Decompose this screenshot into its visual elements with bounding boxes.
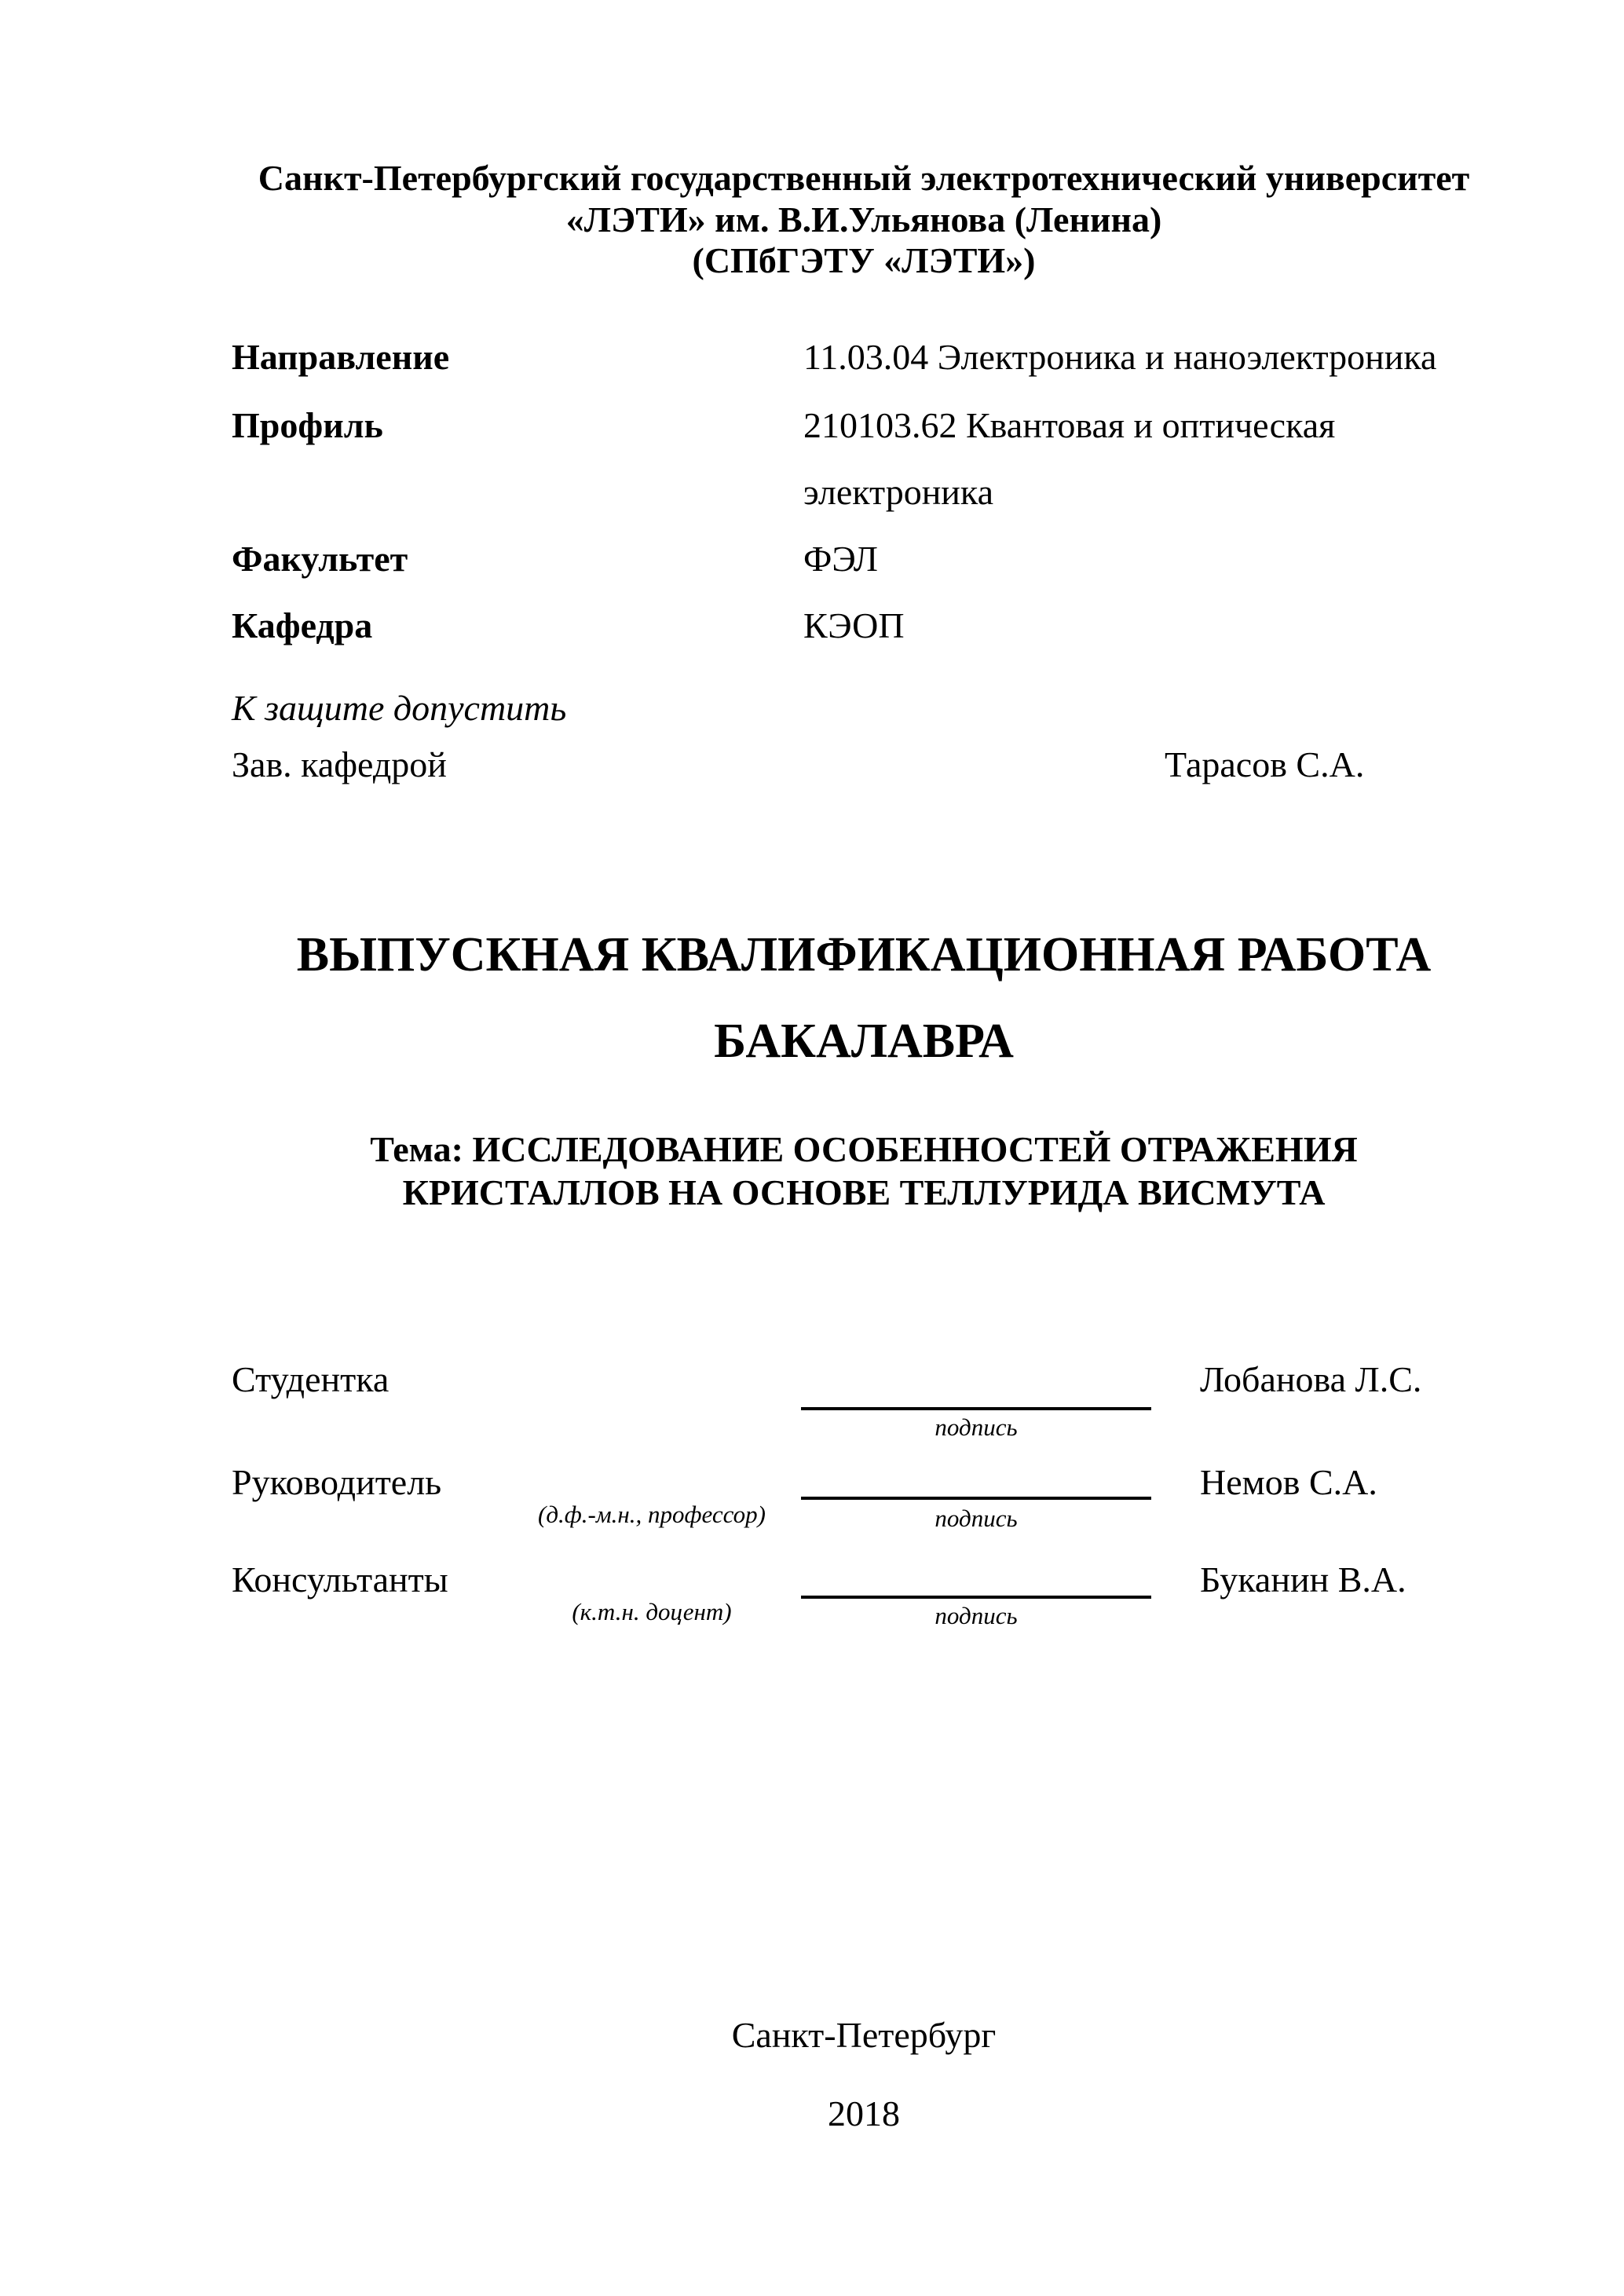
profile-value-line1: 210103.62 Квантовая и оптическая bbox=[803, 405, 1336, 445]
department-head-name: Тарасов С.А. bbox=[1165, 744, 1365, 784]
signature-line-supervisor bbox=[801, 1497, 1151, 1500]
university-name-line1: Санкт-Петербургский государственный электротехнический университет bbox=[258, 158, 1470, 198]
signature-qualification-consultant: (к.т.н. доцент) bbox=[572, 1598, 732, 1625]
signature-caption-supervisor: подпись bbox=[935, 1504, 1018, 1532]
signature-role-supervisor: Руководитель bbox=[232, 1462, 442, 1502]
footer-year: 2018 bbox=[828, 2093, 900, 2133]
faculty-value: ФЭЛ bbox=[803, 539, 879, 579]
profile-value-line2: электроника bbox=[803, 472, 993, 512]
thesis-title-line1: ВЫПУСКНАЯ КВАЛИФИКАЦИОННАЯ РАБОТА bbox=[296, 928, 1432, 982]
signature-caption-consultant: подпись bbox=[935, 1602, 1018, 1629]
topic-line2: КРИСТАЛЛОВ НА ОСНОВЕ ТЕЛЛУРИДА ВИСМУТА bbox=[402, 1172, 1326, 1212]
signature-name-consultant: Буканин В.А. bbox=[1200, 1559, 1406, 1600]
university-abbreviation: (СПбГЭТУ «ЛЭТИ») bbox=[692, 240, 1036, 280]
department-value: КЭОП bbox=[803, 605, 905, 645]
signature-qualification-supervisor: (д.ф.-м.н., профессор) bbox=[538, 1501, 766, 1528]
direction-label: Направление bbox=[232, 337, 450, 377]
topic-line1: Тема: ИССЛЕДОВАНИЕ ОСОБЕННОСТЕЙ ОТРАЖЕНИЯ bbox=[370, 1129, 1358, 1169]
signature-role-consultant: Консультанты bbox=[232, 1559, 448, 1600]
admit-to-defense-line: К защите допустить bbox=[232, 688, 567, 728]
signature-caption-student: подпись bbox=[935, 1413, 1018, 1441]
thesis-title-line2: БАКАЛАВРА bbox=[714, 1015, 1014, 1068]
faculty-label: Факультет bbox=[232, 539, 408, 579]
signature-role-student: Студентка bbox=[232, 1359, 390, 1399]
direction-value: 11.03.04 Электроника и наноэлектроника bbox=[803, 337, 1437, 377]
signature-name-student: Лобанова Л.С. bbox=[1200, 1359, 1422, 1399]
department-label: Кафедра bbox=[232, 605, 373, 645]
signature-line-consultant bbox=[801, 1596, 1151, 1599]
signature-name-supervisor: Немов С.А. bbox=[1200, 1462, 1377, 1502]
university-name-line2: «ЛЭТИ» им. В.И.Ульянова (Ленина) bbox=[565, 199, 1162, 239]
footer-city: Санкт-Петербург bbox=[731, 2015, 997, 2055]
profile-label: Профиль bbox=[232, 405, 383, 445]
signature-line-student bbox=[801, 1407, 1151, 1410]
department-head-label: Зав. кафедрой bbox=[232, 744, 447, 784]
